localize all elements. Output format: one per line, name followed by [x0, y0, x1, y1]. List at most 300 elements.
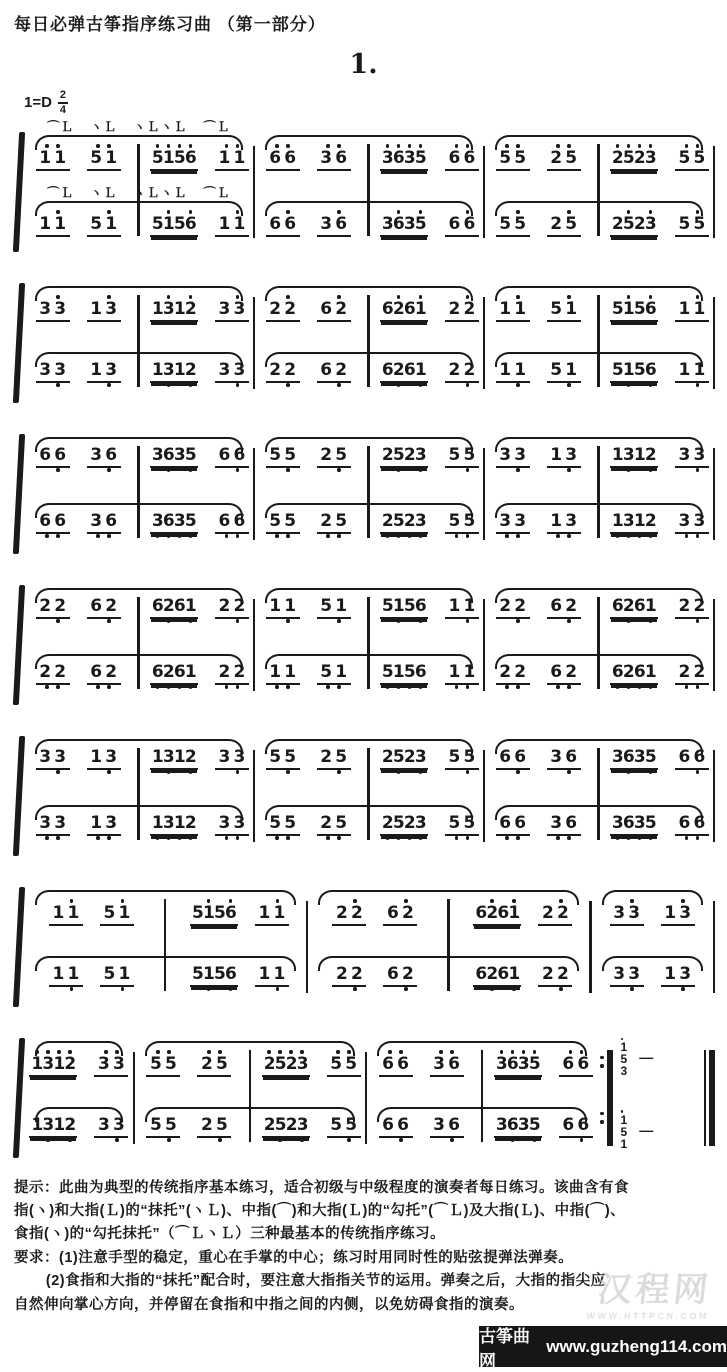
octave-dot — [553, 468, 564, 473]
octave-dot — [451, 770, 462, 775]
repeat-sign — [597, 1056, 607, 1124]
note-digit: 2 — [633, 147, 646, 168]
octave-dots-below — [451, 685, 473, 690]
octave-dot — [621, 1038, 624, 1041]
note-digit: 1 — [67, 963, 80, 984]
note-digit: 3 — [517, 1053, 530, 1074]
note-digit: 2 — [105, 661, 118, 682]
note-digit: 2 — [565, 661, 578, 682]
ending-section — [597, 1026, 715, 1156]
fingering-symbol: ヽＬ — [90, 119, 118, 134]
note-digit: 2 — [403, 444, 416, 465]
notes-line: (2)食指和大指的“抹托”配合时，要注意大指指关节的运用。弹奏之后，大指的指尖应 — [45, 1273, 606, 1290]
note-digit: 1 — [90, 812, 103, 833]
octave-dot — [404, 836, 415, 841]
note-digit: 5 — [644, 746, 657, 767]
note-digit: 2 — [556, 902, 569, 923]
octave-dots-below — [553, 836, 575, 841]
note-digit: 2 — [565, 595, 578, 616]
octave-dot — [447, 1138, 458, 1143]
note-digit: 6 — [403, 359, 416, 380]
note-digit: 5 — [448, 510, 461, 531]
octave-dot — [462, 534, 473, 539]
note-digit: 3 — [613, 902, 626, 923]
slur-arc — [265, 654, 473, 669]
octave-dot — [272, 619, 283, 624]
octave-dot — [634, 383, 645, 388]
octave-dot — [692, 770, 703, 775]
octave-dots-below — [323, 836, 345, 841]
slur-arc — [35, 890, 296, 905]
watermark-url: WWW.HTTPCN.COM — [585, 1311, 709, 1321]
note-digit: 5 — [103, 963, 116, 984]
octave-dot — [415, 685, 426, 690]
octave-dots-below — [221, 468, 243, 473]
slur-arc — [35, 654, 243, 669]
note-digit: 1 — [284, 595, 297, 616]
note-digit: 6 — [414, 595, 427, 616]
note-digit: 3 — [565, 510, 578, 531]
slur-arc — [318, 956, 579, 971]
sixteenth-note-group — [150, 149, 198, 171]
repeat-dots — [600, 1112, 604, 1124]
note-digit: 6 — [514, 812, 527, 833]
note-digit: 5 — [184, 444, 197, 465]
note-digit: 5 — [463, 746, 476, 767]
note-digit: 1 — [105, 147, 118, 168]
note-digit: 3 — [678, 510, 691, 531]
note-digit: 3 — [693, 510, 706, 531]
note-digit: 2 — [320, 444, 333, 465]
octave-dot — [334, 836, 345, 841]
octave-dot — [612, 468, 623, 473]
octave-dot — [42, 770, 53, 775]
note-digit: 1 — [202, 902, 215, 923]
octave-dot — [104, 685, 115, 690]
note-digit: 2 — [448, 298, 461, 319]
note-digit: 1 — [151, 298, 164, 319]
system — [16, 271, 715, 405]
octave-dot — [185, 383, 196, 388]
note-digit: 2 — [401, 902, 414, 923]
note-digit: 1 — [39, 213, 52, 234]
slur-arc — [318, 890, 579, 905]
note-digit: 1 — [611, 444, 624, 465]
octave-dot — [232, 468, 243, 473]
note-digit: 1 — [335, 661, 348, 682]
octave-dot — [152, 770, 163, 775]
octave-dot — [117, 987, 128, 992]
octave-dots-below — [221, 685, 243, 690]
octave-dot — [214, 1138, 225, 1143]
octave-dots-below — [333, 1138, 355, 1143]
note-digit: 6 — [463, 213, 476, 234]
octave-dot — [681, 468, 692, 473]
octave-dot — [436, 1138, 447, 1143]
note-digit: 3 — [112, 1053, 125, 1074]
note-digit: 1 — [273, 963, 286, 984]
slur-arc — [495, 352, 703, 367]
slur-arc — [495, 286, 703, 301]
slur-arc — [602, 956, 703, 971]
octave-dot — [462, 836, 473, 841]
sixteenth-note-group — [262, 1055, 310, 1077]
octave-dot — [334, 468, 345, 473]
octave-dots-below — [42, 770, 64, 775]
octave-dot — [404, 534, 415, 539]
note-digit: 2 — [463, 298, 476, 319]
phrase — [255, 120, 483, 266]
footer-site-url: www.guzheng114.com — [546, 1336, 727, 1356]
octave-dots-below — [502, 383, 524, 388]
note-digit: 6 — [678, 746, 691, 767]
octave-dot — [612, 836, 623, 841]
octave-dot — [93, 836, 104, 841]
note-digit: 6 — [611, 595, 624, 616]
octave-dot — [382, 619, 393, 624]
slur-arc — [495, 588, 703, 603]
barline — [367, 144, 370, 236]
fingering-symbol: ヽＬ — [90, 185, 118, 200]
chord-note: 1 — [620, 1136, 628, 1151]
repeat-barline — [607, 1050, 613, 1146]
octave-dot — [553, 685, 564, 690]
note-digit: 3 — [105, 298, 118, 319]
note-digit: 1 — [54, 147, 67, 168]
octave-dot — [152, 836, 163, 841]
sixteenth-note-group — [150, 215, 198, 237]
octave-dot — [612, 770, 623, 775]
octave-dot — [393, 383, 404, 388]
octave-dot — [104, 534, 115, 539]
note-digit: 6 — [550, 595, 563, 616]
note-digit: 1 — [273, 902, 286, 923]
octave-dots-below — [93, 619, 115, 624]
phrase — [485, 724, 713, 870]
slur-arc — [35, 135, 243, 150]
octave-dot — [404, 383, 415, 388]
octave-dot — [283, 619, 294, 624]
eighth-note-pair — [94, 1055, 128, 1077]
sixteenth-note-group — [380, 149, 428, 171]
note-digit: 5 — [463, 510, 476, 531]
octave-dot — [623, 534, 634, 539]
note-digit: 6 — [90, 661, 103, 682]
octave-dot — [645, 468, 656, 473]
note-digit: 1 — [31, 1114, 44, 1135]
octave-dot — [502, 770, 513, 775]
note-digit: 3 — [433, 1053, 445, 1074]
octave-dot — [612, 619, 623, 624]
octave-dots-below — [553, 383, 575, 388]
eighth-note-pair — [547, 300, 581, 322]
note-digit: 1 — [565, 359, 578, 380]
octave-dot — [462, 619, 473, 624]
octave-dots-below — [565, 1138, 587, 1143]
barline — [597, 597, 600, 689]
note-digit: 5 — [514, 147, 527, 168]
note-digit: 5 — [284, 444, 297, 465]
fingering-symbol: ⌒Ｌ — [47, 119, 75, 134]
eighth-note-pair — [146, 1055, 180, 1077]
note-digit: 5 — [330, 1114, 343, 1135]
octave-dots-below — [93, 468, 115, 473]
note-digit: 5 — [381, 661, 394, 682]
note-digit: 5 — [335, 444, 348, 465]
note-digit: 6 — [475, 963, 488, 984]
note-digit: 5 — [330, 1053, 343, 1074]
note-digit: 6 — [381, 359, 394, 380]
system-bracket — [13, 585, 25, 705]
eighth-note-pair — [610, 904, 644, 926]
note-digit: 6 — [335, 147, 348, 168]
octave-dot — [174, 770, 185, 775]
eighth-note-pair — [87, 149, 121, 171]
note-digit: 5 — [213, 902, 226, 923]
octave-dots-below — [93, 770, 115, 775]
octave-dot — [42, 534, 53, 539]
note-digit: 6 — [611, 661, 624, 682]
note-digit: 2 — [401, 963, 414, 984]
note-digit: 3 — [105, 812, 118, 833]
time-numerator: 2 — [59, 89, 66, 101]
octave-dots-below — [382, 836, 426, 841]
octave-dot — [232, 619, 243, 624]
note-digit: 2 — [269, 359, 282, 380]
octave-dots-below — [152, 836, 196, 841]
octave-dot — [382, 534, 393, 539]
octave-dots-below — [55, 987, 77, 992]
slur-arc — [495, 739, 703, 754]
octave-dot — [645, 770, 656, 775]
note-digit: 5 — [392, 444, 405, 465]
system — [16, 875, 715, 1009]
note-digit: 1 — [565, 298, 578, 319]
octave-dot — [174, 468, 185, 473]
note-digit: 1 — [550, 510, 563, 531]
octave-dots-below — [681, 383, 703, 388]
note-digit: 1 — [499, 298, 512, 319]
eighth-note-pair — [100, 904, 134, 926]
note-digit: 5 — [528, 1053, 541, 1074]
phrase — [592, 875, 713, 1021]
phrase — [485, 120, 713, 266]
octave-dot — [400, 987, 411, 992]
octave-dot — [42, 1138, 53, 1143]
octave-dot — [297, 1138, 308, 1143]
note-digit: 3 — [611, 746, 624, 767]
eighth-note-pair — [87, 300, 121, 322]
octave-dot — [104, 468, 115, 473]
octave-dot — [564, 619, 575, 624]
octave-dots-below — [681, 468, 703, 473]
octave-dot — [475, 987, 486, 992]
note-digit: 5 — [269, 746, 282, 767]
note-digit: 2 — [403, 812, 416, 833]
time-denominator: 4 — [59, 103, 66, 116]
note-digit: 5 — [565, 147, 578, 168]
octave-dots-below — [475, 987, 519, 992]
octave-dots-below — [152, 619, 196, 624]
octave-dot — [272, 836, 283, 841]
note-digit: 6 — [562, 1114, 575, 1135]
note-digit: 6 — [448, 213, 461, 234]
note-digit: 2 — [486, 902, 499, 923]
octave-dot — [104, 770, 115, 775]
octave-dot — [692, 383, 703, 388]
octave-dot — [42, 383, 53, 388]
note-digit: 3 — [679, 963, 692, 984]
note-digit: 3 — [628, 902, 641, 923]
octave-dots-below — [382, 468, 426, 473]
octave-dots-below — [272, 770, 294, 775]
chord-note: 3 — [620, 1064, 628, 1078]
note-digit: 3 — [42, 1053, 55, 1074]
note-digit: 3 — [173, 444, 186, 465]
octave-dot — [681, 619, 692, 624]
note-digit: 3 — [550, 746, 563, 767]
barline-thin — [704, 1050, 707, 1146]
note-digit: 2 — [54, 661, 67, 682]
note-digit: 5 — [448, 812, 461, 833]
octave-dots-below — [192, 987, 236, 992]
octave-dot — [576, 1138, 587, 1143]
page-title: 每日必弹古筝指序练习曲 （第一部分） — [14, 15, 326, 34]
octave-dots-below — [681, 685, 703, 690]
time-signature — [58, 90, 68, 116]
note-digit: 1 — [693, 359, 706, 380]
note-digit: 1 — [202, 963, 215, 984]
note-digit: 2 — [350, 902, 363, 923]
slur-arc — [265, 286, 473, 301]
slur-arc — [602, 890, 703, 905]
barline — [367, 446, 370, 538]
sixteenth-note-group — [380, 300, 428, 322]
octave-dot — [174, 383, 185, 388]
note-digit: 1 — [90, 746, 103, 767]
note-digit: 6 — [448, 1053, 460, 1074]
note-digit: 3 — [320, 213, 333, 234]
note-digit: 6 — [54, 510, 67, 531]
barline — [164, 899, 167, 991]
octave-dot — [283, 836, 294, 841]
slur-arc — [495, 654, 703, 669]
octave-dot — [333, 1138, 344, 1143]
note-digit: 1 — [664, 902, 677, 923]
system-bracket — [13, 283, 25, 403]
octave-dot — [283, 468, 294, 473]
note-digit: 5 — [633, 298, 646, 319]
octave-dot — [174, 534, 185, 539]
note-digit: 5 — [499, 213, 512, 234]
octave-dot — [152, 1138, 163, 1143]
octave-dots-below — [152, 1138, 174, 1143]
octave-dot — [692, 619, 703, 624]
note-digit: 3 — [403, 213, 416, 234]
octave-dot — [283, 534, 294, 539]
note-digit: 6 — [497, 902, 510, 923]
octave-dot — [53, 770, 64, 775]
note-digit: 5 — [403, 595, 416, 616]
octave-dots-below — [323, 534, 345, 539]
note-digit: 5 — [611, 359, 624, 380]
note-digit: 1 — [392, 595, 405, 616]
eighth-note-pair — [675, 215, 709, 237]
octave-dot — [264, 1138, 275, 1143]
note-digit: 6 — [514, 746, 527, 767]
note-digit: 6 — [577, 1114, 590, 1135]
note-digit: 3 — [550, 812, 563, 833]
eighth-note-pair — [317, 215, 351, 237]
note-digit: 1 — [463, 595, 476, 616]
octave-dots-below — [612, 468, 656, 473]
note-digit: 5 — [335, 510, 348, 531]
note-digit: 1 — [678, 298, 691, 319]
repeat-dots — [600, 1056, 604, 1068]
barline — [597, 144, 600, 236]
note-digit: 1 — [54, 213, 67, 234]
note-digit: 6 — [506, 1114, 519, 1135]
note-digit: 1 — [151, 746, 164, 767]
note-digit: 2 — [218, 595, 231, 616]
octave-dot — [53, 468, 64, 473]
note-digit: 3 — [414, 746, 427, 767]
octave-dot — [645, 383, 656, 388]
eighth-note-pair — [332, 904, 366, 926]
rest-dash: — — [639, 1121, 654, 1138]
octave-dot — [462, 468, 473, 473]
slur-arc — [35, 201, 243, 216]
note-digit: 5 — [215, 1114, 228, 1135]
octave-dot — [334, 685, 345, 690]
octave-dot — [53, 383, 64, 388]
octave-dots-below — [323, 619, 345, 624]
octave-dot — [634, 468, 645, 473]
octave-dot — [404, 770, 415, 775]
fingering-symbol: ⌒Ｌ — [47, 185, 75, 200]
octave-dot — [634, 685, 645, 690]
eighth-note-pair — [36, 149, 70, 171]
note-digit: 3 — [414, 812, 427, 833]
note-digit: 2 — [200, 1053, 213, 1074]
note-digit: 3 — [90, 444, 103, 465]
octave-dot — [565, 1138, 576, 1143]
octave-dots-below — [451, 468, 473, 473]
slur-arc — [265, 805, 473, 820]
note-digit: 2 — [448, 359, 461, 380]
note-digit: 5 — [550, 359, 563, 380]
octave-dot — [338, 987, 349, 992]
note-digit: 3 — [679, 902, 692, 923]
octave-dots-below — [612, 534, 656, 539]
octave-dot — [382, 468, 393, 473]
note-digit: 2 — [285, 1053, 298, 1074]
octave-dot — [53, 685, 64, 690]
phrase — [25, 120, 253, 266]
octave-dots-below — [42, 383, 64, 388]
note-digit: 1 — [52, 963, 65, 984]
rest-dash: — — [639, 1049, 654, 1066]
note-digit: 1 — [173, 359, 186, 380]
note-digit: 6 — [633, 595, 646, 616]
note-digit: 2 — [233, 595, 246, 616]
note-digit: 5 — [463, 444, 476, 465]
note-digit: 5 — [151, 213, 164, 234]
octave-dot — [163, 836, 174, 841]
note-digit: 5 — [633, 359, 646, 380]
octave-dots-below — [152, 534, 196, 539]
octave-dot — [104, 383, 115, 388]
